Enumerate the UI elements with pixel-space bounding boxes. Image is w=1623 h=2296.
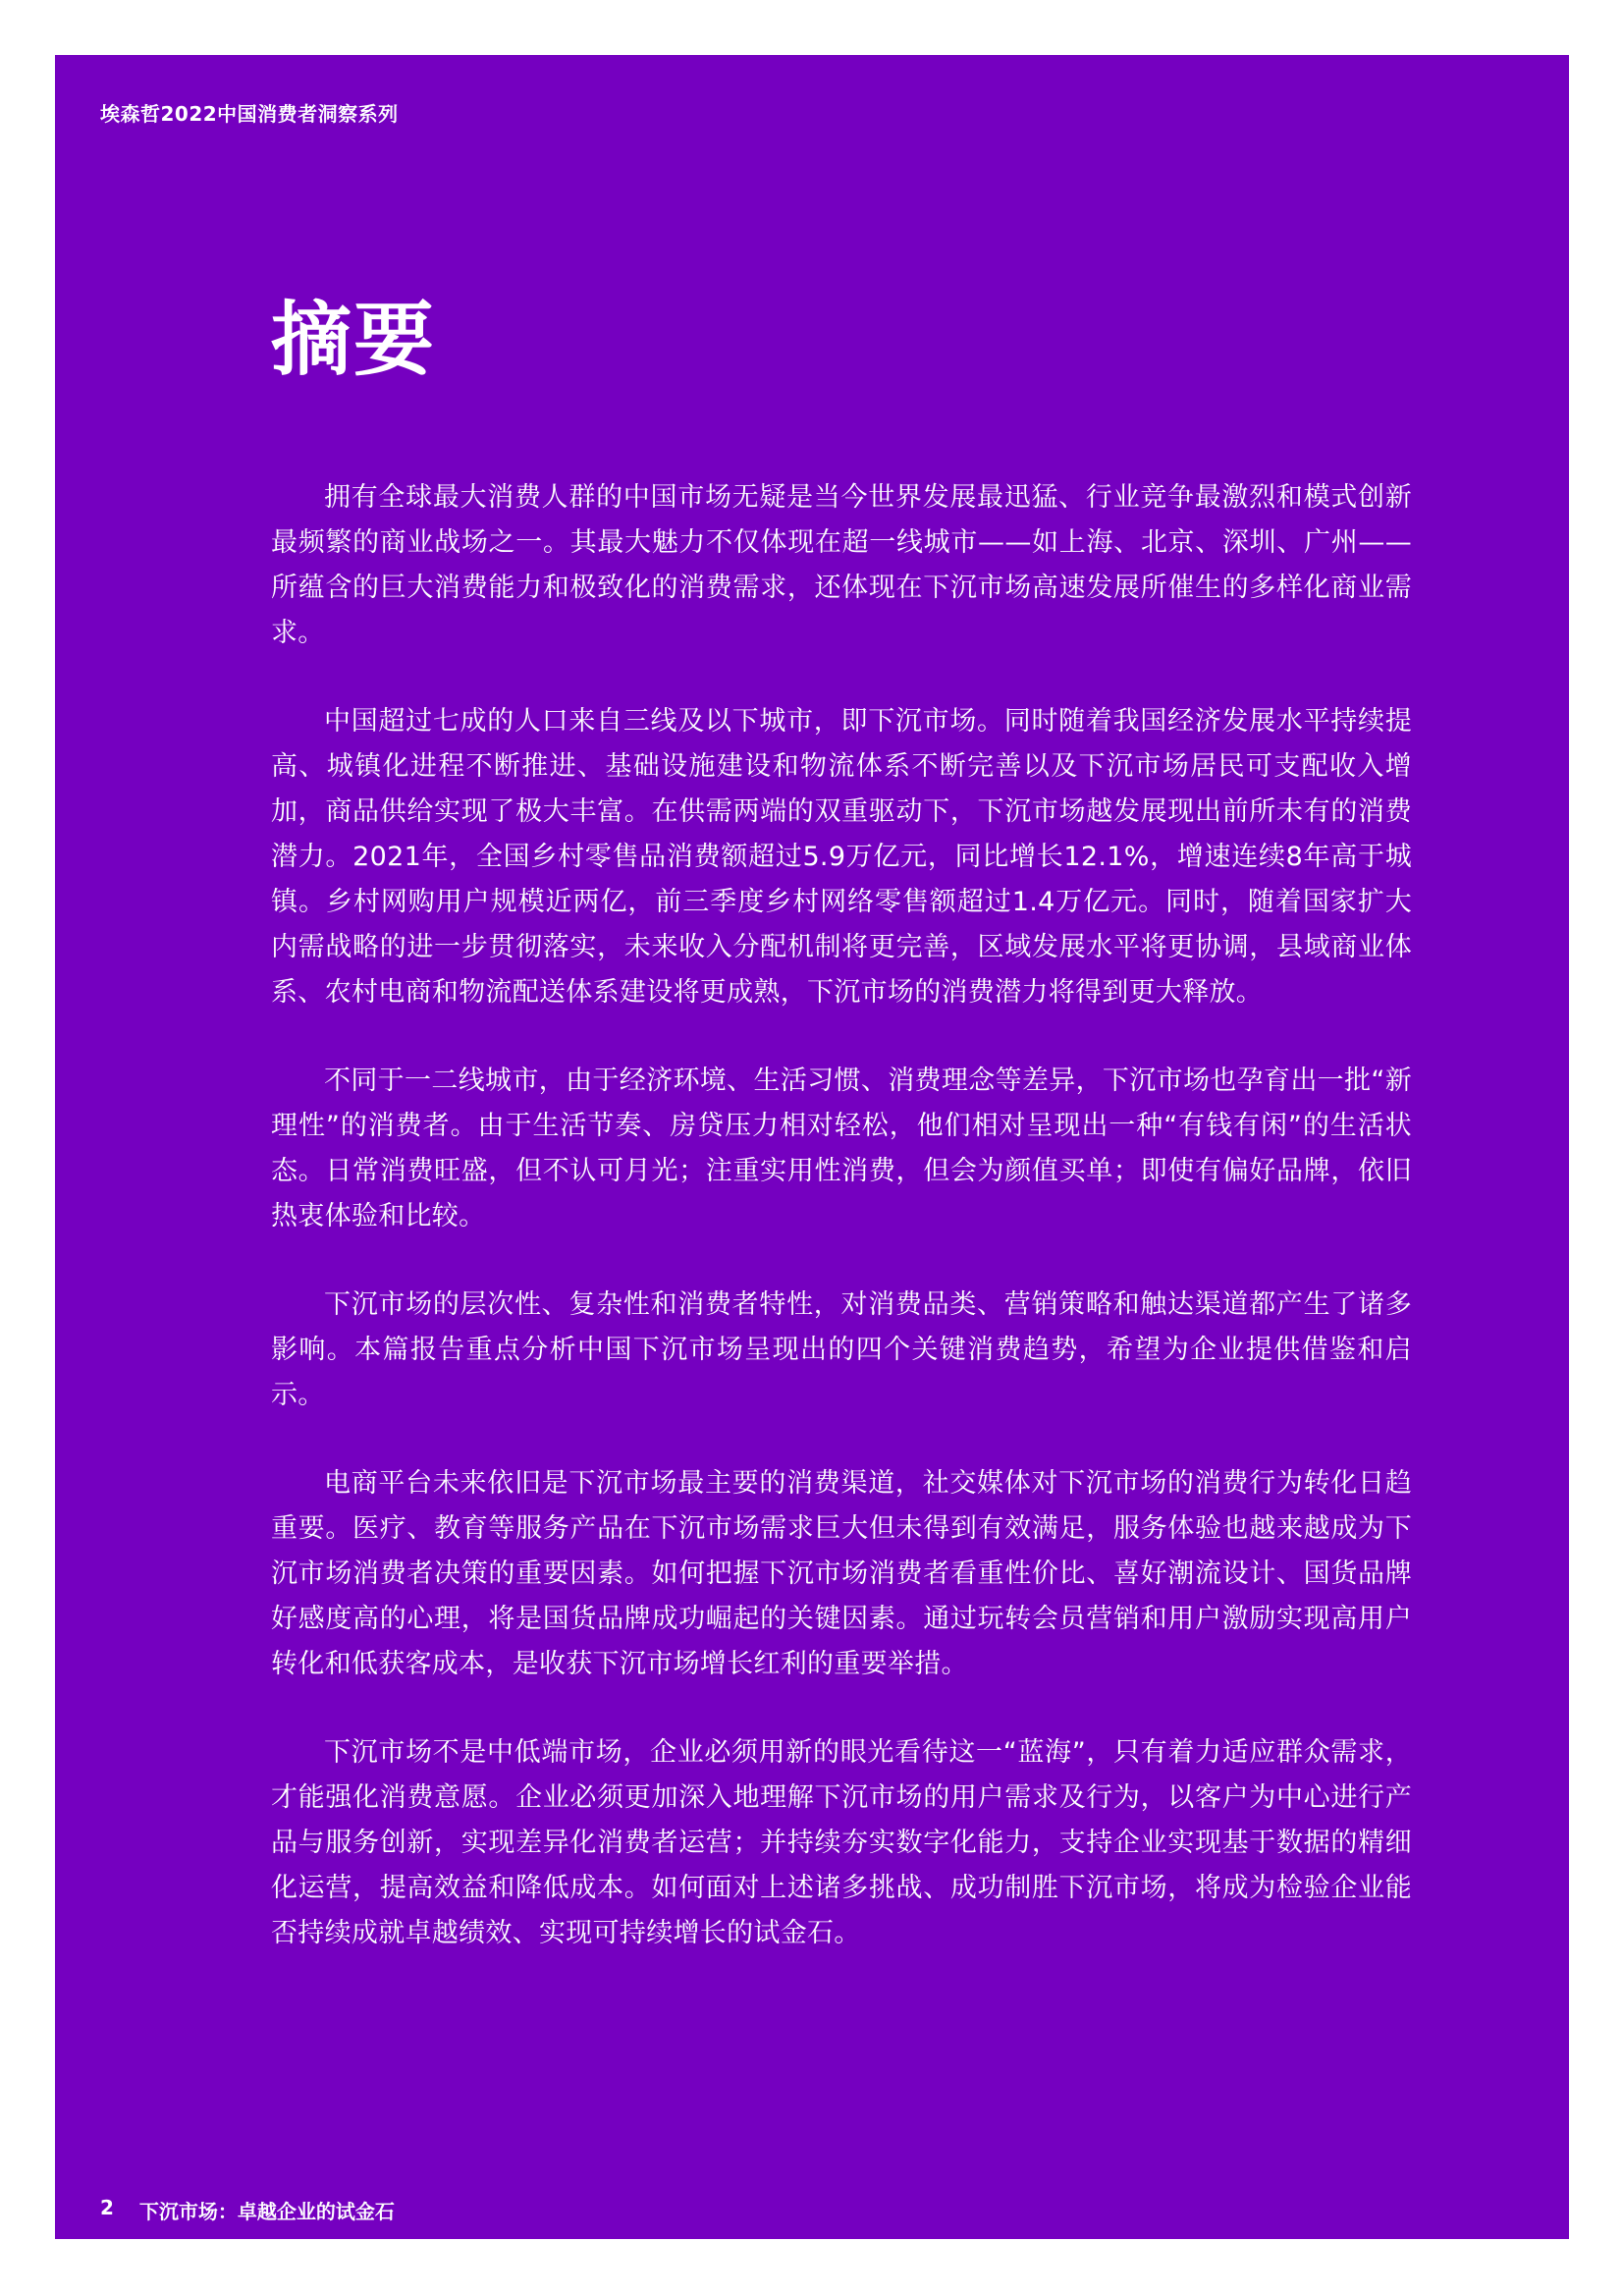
summary-paragraph: 下沉市场的层次性、复杂性和消费者特性，对消费品类、营销策略和触达渠道都产生了诸多影响。本篇报告重点分析中国下沉市场呈现出的四个关键消费趋势，希望为企业提供借鉴和启示。 [271,1289,1412,1410]
page-title: 摘要 [271,294,437,387]
summary-paragraph: 拥有全球最大消费人群的中国市场无疑是当今世界发展最迅猛、行业竞争最激烈和模式创新最频繁的商业战场之一。其最大魅力不仅体现在超一线城市——如上海、北京、深圳、广州——所蕴含的巨大消费能力和极致化的消费需求，还体现在下沉市场高速发展所催生的多样化商业需求。 [271,482,1412,648]
page-panel [55,55,1569,2239]
series-title: 埃森哲2022中国消费者洞察系列 [100,102,399,126]
footer-report-title: 下沉市场：卓越企业的试金石 [138,2200,395,2223]
page-footer [100,2196,395,2224]
summary-paragraph: 下沉市场不是中低端市场，企业必须用新的眼光看待这一“蓝海”，只有着力适应群众需求，才能强化消费意愿。企业必须更加深入地理解下沉市场的用户需求及行为，以客户为中心进行产品与服务创新，实现差异化消费者运营；并持续夯实数字化能力，支持企业实现基于数据的精细化运营，提高效益和降低成本。如何面对上述诸多挑战、成功制胜下沉市场，将成为检验企业能否持续成就卓越绩效、实现可持续增长的试金石。 [271,1737,1412,1948]
summary-paragraph: 不同于一二线城市，由于经济环境、生活习惯、消费理念等差异，下沉市场也孕育出一批“新理性”的消费者。由于生活节奏、房贷压力相对轻松，他们相对呈现出一种“有钱有闲”的生活状态。日常消费旺盛，但不认可月光；注重实用性消费，但会为颜值买单；即使有偏好品牌，依旧热衷体验和比较。 [271,1066,1412,1231]
summary-paragraph: 电商平台未来依旧是下沉市场最主要的消费渠道，社交媒体对下沉市场的消费行为转化日趋重要。医疗、教育等服务产品在下沉市场需求巨大但未得到有效满足，服务体验也越来越成为下沉市场消费者决策的重要因素。如何把握下沉市场消费者看重性价比、喜好潮流设计、国货品牌好感度高的心理，将是国货品牌成功崛起的关键因素。通过玩转会员营销和用户激励实现高用户转化和低获客成本，是收获下沉市场增长红利的重要举措。 [271,1468,1412,1679]
summary-paragraph: 中国超过七成的人口来自三线及以下城市，即下沉市场。同时随着我国经济发展水平持续提高、城镇化进程不断推进、基础设施建设和物流体系不断完善以及下沉市场居民可支配收入增加，商品供给实现了极大丰富。在供需两端的双重驱动下，下沉市场越发展现出前所未有的消费潜力。2021年，全国乡村零售品消费额超过5.9万亿元，同比增长12.1%，增速连续8年高于城镇。乡村网购用户规模近两亿，前三季度乡村网络零售额超过1.4万亿元。同时，随着国家扩大内需战略的进一步贯彻落实，未来收入分配机制将更完善，区域发展水平将更协调，县域商业体系、农村电商和物流配送体系建设将更成熟，下沉市场的消费潜力将得到更大释放。 [271,706,1412,1008]
page-number: 2 [100,2196,114,2219]
summary-body [271,475,1412,1999]
